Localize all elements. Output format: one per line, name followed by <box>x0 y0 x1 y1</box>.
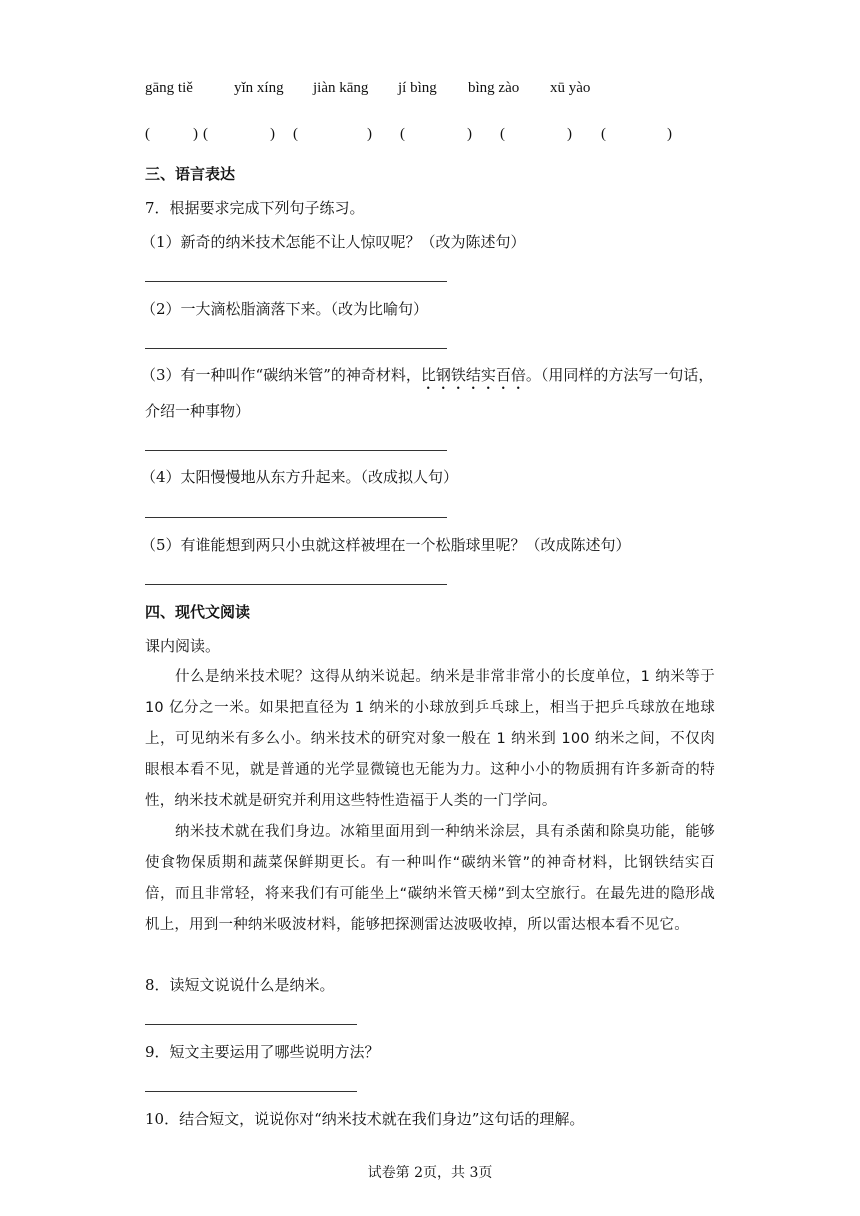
reading-paragraph-2: 纳米技术就在我们身边。冰箱里面用到一种纳米涂层，具有杀菌和除臭功能，能够使食物保质期和蔬菜保鲜期更长。有一种叫作“碳纳米管”的神奇材料，比钢铁结实百倍，而且非常轻，将来我们有可能坐上“碳纳米管天梯”到太空旅行。在最先进的隐形战机上，用到一种纳米吸波材料，能够把探测雷达波吸收掉，所以雷达根本看不见它。 <box>145 824 715 933</box>
question-7-item-1: （1）新奇的纳米技术怎能不让人惊叹呢？（改为陈述句） <box>141 233 526 251</box>
answer-blank-5-open[interactable]: ( <box>500 126 505 142</box>
answer-blank-6-open[interactable]: ( <box>601 126 606 142</box>
question-7-item-3-line2: 介绍一种事物） <box>145 402 251 420</box>
question-9: 9．短文主要运用了哪些说明方法？ <box>145 1043 380 1061</box>
question-10: 10．结合短文，说说你对“纳米技术就在我们身边”这句话的理解。 <box>145 1110 585 1128</box>
question-7-item-3-post: 。（用同样的方法写一句话， <box>525 366 714 384</box>
pinyin-2: yǐn xíng <box>234 80 284 96</box>
answer-line-9[interactable] <box>145 1091 357 1092</box>
answer-blank-2-open[interactable]: ( <box>203 126 208 142</box>
answer-line-7-3[interactable] <box>145 450 447 451</box>
question-7-item-3-pre: （3）有一种叫作“碳纳米管”的神奇材料， <box>141 366 421 384</box>
reading-intro: 课内阅读。 <box>145 637 221 655</box>
question-7-item-2: （2）一大滴松脂滴落下来。（改为比喻句） <box>141 300 429 318</box>
pinyin-3: jiàn kāng <box>313 80 369 96</box>
question-7-item-3 <box>141 364 713 393</box>
answer-blank-5-close[interactable]: ) <box>567 126 572 142</box>
reading-paragraph-1: 什么是纳米技术呢？这得从纳米说起。纳米是非常非常小的长度单位，1 纳米等于10 亿分之一米。如果把直径为 1 纳米的小球放到乒乓球上，相当于把乒乓球放在地球上，可见纳米有多么小。纳米技术的研究对象一般在 1 纳米到 100 纳米之间，不仅肉眼根本看不见，就是普通的光学显微镜也无能为力。这种小小的物质拥有许多新奇的特性，纳米技术就是研究并利用这些特性造福于人类的一门学问。 <box>145 669 715 809</box>
question-8: 8．读短文说说什么是纳米。 <box>145 976 335 994</box>
page-footer: 试卷第 2页，共 3页 <box>367 1165 493 1181</box>
pinyin-5: bìng zào <box>468 80 520 96</box>
section-3-title: 三、语言表达 <box>145 165 236 183</box>
pinyin-6: xū yào <box>550 80 591 96</box>
answer-blank-3-close[interactable]: ) <box>367 126 372 142</box>
answer-line-7-5[interactable] <box>145 584 447 585</box>
answer-blank-1-open[interactable]: ( <box>145 126 150 142</box>
dotted-phrase: 比钢铁结实百倍 <box>420 366 526 384</box>
answer-blank-6-close[interactable]: ) <box>667 126 672 142</box>
answer-line-7-1[interactable] <box>145 281 447 282</box>
answer-blank-3-open[interactable]: ( <box>293 126 298 142</box>
answer-line-8[interactable] <box>145 1024 357 1025</box>
answer-blank-4-open[interactable]: ( <box>400 126 405 142</box>
answer-blank-1-close[interactable]: ) <box>193 126 198 142</box>
answer-line-7-2[interactable] <box>145 348 447 349</box>
question-7-item-5: （5）有谁能想到两只小虫就这样被埋在一个松脂球里呢？（改成陈述句） <box>141 536 631 554</box>
pinyin-4: jí bìng <box>398 80 437 96</box>
answer-line-7-4[interactable] <box>145 517 447 518</box>
question-7: 7．根据要求完成下列句子练习。 <box>145 199 365 217</box>
pinyin-1: gāng tiě <box>145 80 193 96</box>
answer-blank-4-close[interactable]: ) <box>467 126 472 142</box>
question-7-item-4: （4）太阳慢慢地从东方升起来。（改成拟人句） <box>141 468 459 486</box>
answer-blank-2-close[interactable]: ) <box>270 126 275 142</box>
section-4-title: 四、现代文阅读 <box>145 603 251 621</box>
